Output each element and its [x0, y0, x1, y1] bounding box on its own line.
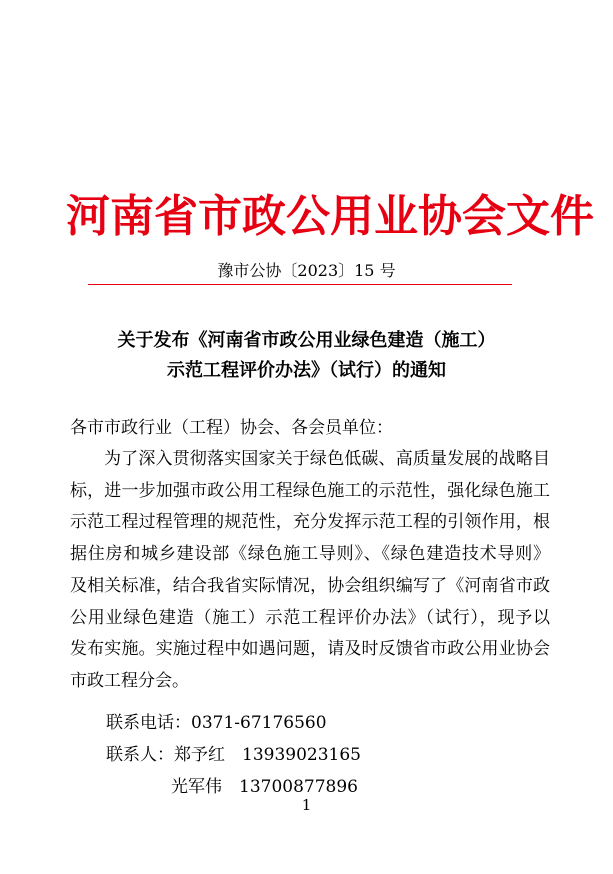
red-divider-line [88, 284, 512, 285]
body-paragraph [70, 444, 550, 698]
paragraph-line: 示范工程过程管理的规范性，充分发挥示范工程的引领作用，根 [70, 512, 550, 533]
paragraph-line: 公用业绿色建造（施工）示范工程评价办法》（试行），现予以 [70, 607, 550, 628]
notice-title-line-1: 关于发布《河南省市政公用业绿色建造（施工） [117, 330, 496, 351]
salutation: 各市市政行业（工程）协会、各会员单位： [70, 418, 393, 438]
issuer-header-title: 河南省市政公用业协会文件 [66, 191, 594, 242]
paragraph-line: 为了深入贯彻落实国家关于绿色低碳、高质量发展的战略目 [104, 449, 550, 469]
contact-person-2: 光军伟 13700877896 [171, 777, 358, 797]
paragraph-line: 发布实施。实施过程中如遇问题，请及时反馈省市政公用业协会 [70, 639, 550, 660]
page-number: 1 [301, 796, 312, 814]
paragraph-line: 市政工程分会。 [70, 670, 189, 691]
paragraph-line: 据住房和城乡建设部《绿色施工导则》、《绿色建造技术导则》 [70, 544, 550, 565]
paragraph-line: 标，进一步加强市政公用工程绿色施工的示范性，强化绿色施工 [70, 480, 550, 501]
contact-phone: 联系电话：0371-67176560 [106, 713, 327, 733]
contact-person-1: 联系人：郑予红 13939023165 [106, 745, 361, 765]
paragraph-line: 及相关标准，结合我省实际情况，协会组织编写了《河南省市政 [70, 575, 550, 596]
document-number: 豫市公协〔2023〕15 号 [217, 261, 396, 280]
notice-title-line-2: 示范工程评价办法》（试行）的通知 [167, 360, 446, 381]
